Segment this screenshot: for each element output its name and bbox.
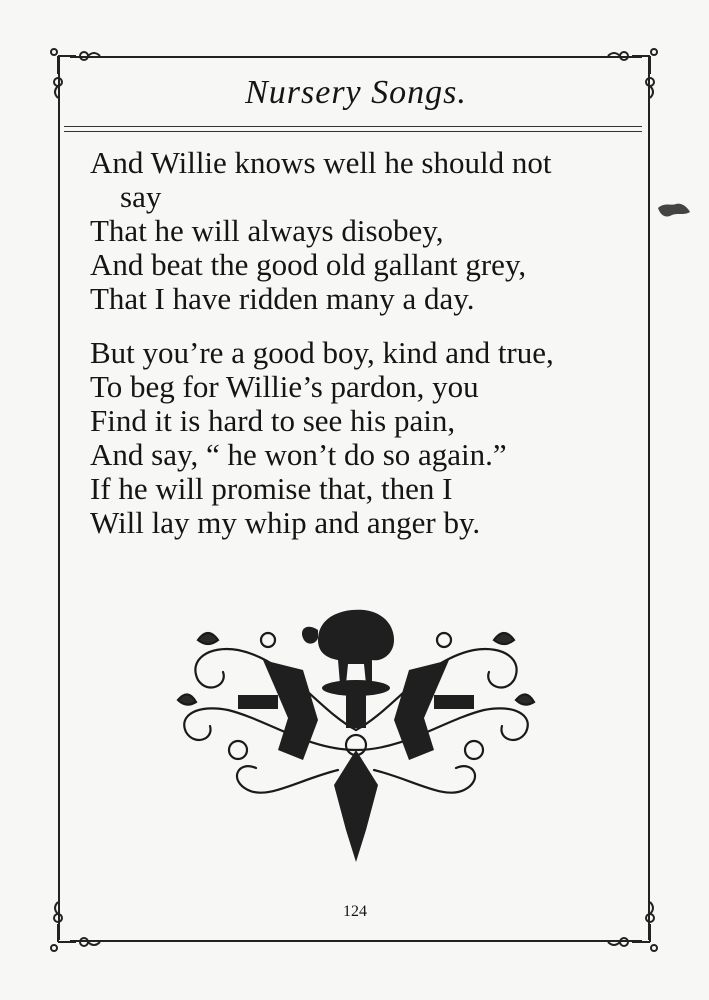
verse-line: And say, “ he won’t do so again.” — [90, 437, 507, 472]
border-left-rule — [58, 56, 60, 940]
verse-line: Find it is hard to see his pain, — [90, 403, 456, 438]
border-right-rule — [648, 56, 650, 940]
verse-line: That I have ridden many a day. — [90, 281, 475, 316]
stanza-1 — [90, 146, 630, 316]
border-bottom-rule — [70, 940, 642, 942]
verse-line: say — [120, 179, 162, 214]
running-head: Nursery Songs. — [245, 74, 467, 111]
border-top-rule — [70, 56, 642, 58]
head-rule-upper — [64, 126, 642, 127]
verse-line: Will lay my whip and anger by. — [90, 505, 481, 540]
verse-line: And beat the good old gallant grey, — [90, 247, 527, 282]
ink-smudge-icon — [656, 200, 692, 220]
ram-on-scrollwork-ornament-icon — [168, 600, 544, 870]
stanza-2 — [90, 336, 630, 540]
verse-line: That he will always disobey, — [90, 213, 444, 248]
head-rule-lower — [64, 131, 642, 132]
corner-flourish-icon — [44, 898, 104, 958]
verse-line: To beg for Willie’s pardon, you — [90, 369, 479, 404]
verse-line: And Willie knows well he should not — [90, 145, 552, 180]
corner-flourish-icon — [604, 898, 664, 958]
verse-line: But you’re a good boy, kind and true, — [90, 335, 554, 370]
verse-line: If he will promise that, then I — [90, 471, 453, 506]
page-number: 124 — [343, 903, 367, 920]
